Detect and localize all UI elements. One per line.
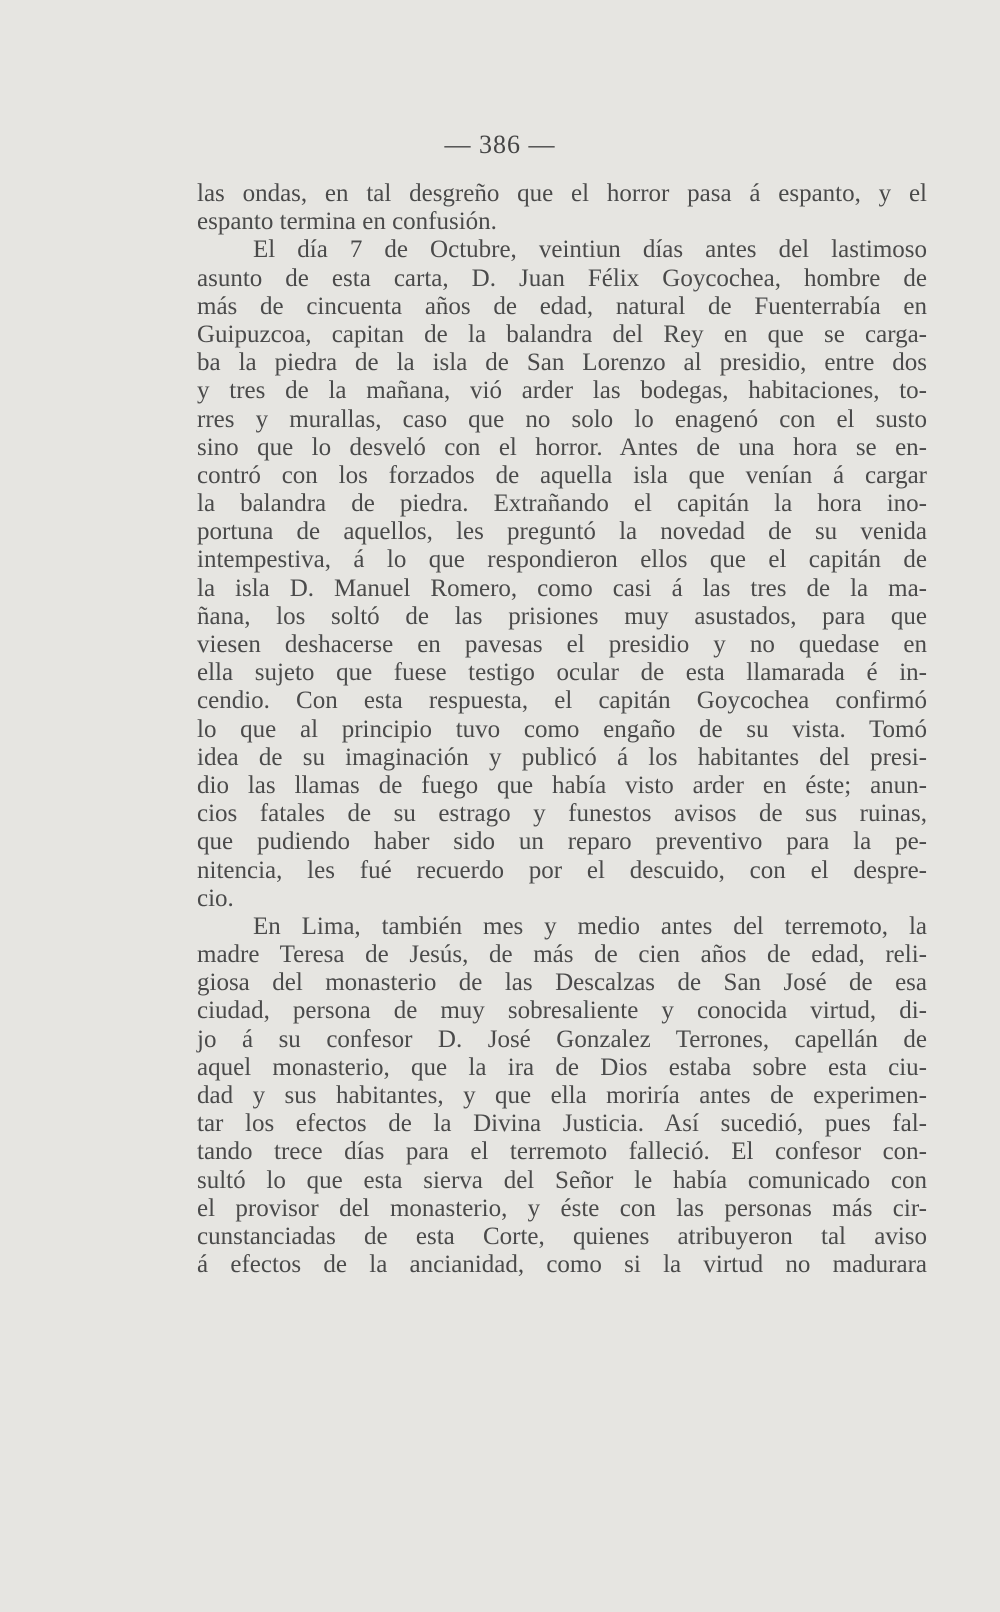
page-number: — 386 — [444,130,556,159]
text-line: aquel monasterio, que la ira de Dios estaba sobre esta ciu- [197,1053,927,1081]
text-line: intempestiva, á lo que respondieron ellos que el capitán de [197,546,927,574]
text-line: portuna de aquellos, les preguntó la novedad de su venida [197,518,927,546]
text-line: giosa del monasterio de las Descalzas de San José de esa [197,969,927,997]
text-line: cunstanciadas de esta Corte, quienes atribuyeron tal aviso [197,1222,927,1250]
text-line: cios fatales de su estrago y funestos avisos de sus ruinas, [197,800,927,828]
text-line: Guipuzcoa, capitan de la balandra del Rey en que se carga- [197,320,927,348]
text-line: rres y murallas, caso que no solo lo enagenó con el susto [197,405,927,433]
text-line: el provisor del monasterio, y éste con las personas más cir- [197,1194,927,1222]
text-line: tando trece días para el terremoto falleció. El confesor con- [197,1138,927,1166]
text-line: lo que al principio tuvo como engaño de su vista. Tomó [197,715,927,743]
text-line: madre Teresa de Jesús, de más de cien años de edad, reli- [197,941,927,969]
text-line: contró con los forzados de aquella isla que venían á cargar [197,461,927,489]
text-line: las ondas, en tal desgreño que el horror pasa á espanto, y el [197,180,927,207]
text-line: ba la piedra de la isla de San Lorenzo al presidio, entre dos [197,349,927,377]
text-line: la balandra de piedra. Extrañando el capitán la hora ino- [197,490,927,518]
text-line: dad y sus habitantes, y que ella moriría antes de experimen- [197,1082,927,1109]
text-line: sino que lo desveló con el horror. Antes de una hora se en- [197,433,927,461]
text-line: más de cincuenta años de edad, natural de Fuenterrabía en [197,292,927,320]
text-line: espanto termina en confusión. [197,208,497,236]
text-line: la isla D. Manuel Romero, como casi á las tres de la ma- [197,574,927,602]
text-line: dio las llamas de fuego que había visto arder en éste; anun- [197,771,927,799]
text-line: cendio. Con esta respuesta, el capitán Goycochea confirmó [197,687,927,715]
text-line: jo á su confesor D. José Gonzalez Terrones, capellán de [197,1025,927,1053]
text-line: El día 7 de Octubre, veintiun días antes del lastimoso [253,236,927,264]
text-line: asunto de esta carta, D. Juan Félix Goycochea, hombre de [197,264,927,292]
text-line: á efectos de la ancianidad, como si la virtud no madurara [197,1251,927,1279]
body-text [197,180,927,1279]
text-line: cio. [197,884,234,912]
text-line: ciudad, persona de muy sobresaliente y conocida virtud, di- [197,997,927,1025]
text-line: En Lima, también mes y medio antes del terremoto, la [253,912,927,940]
text-line: nitencia, les fué recuerdo por el descuido, con el despre- [197,856,927,884]
text-line: tar los efectos de la Divina Justicia. Así sucedió, pues fal- [197,1110,927,1138]
text-line: y tres de la mañana, vió arder las bodegas, habitaciones, to- [197,377,927,405]
text-line: idea de su imaginación y publicó á los habitantes del presi- [197,743,927,771]
text-line: ñana, los soltó de las prisiones muy asustados, para que [197,602,927,630]
text-line: viesen deshacerse en pavesas el presidio y no quedase en [197,631,927,658]
text-line: que pudiendo haber sido un reparo preventivo para la pe- [197,828,927,856]
text-line: sultó lo que esta sierva del Señor le había comunicado con [197,1166,927,1194]
text-line: ella sujeto que fuese testigo ocular de esta llamarada é in- [197,659,927,687]
